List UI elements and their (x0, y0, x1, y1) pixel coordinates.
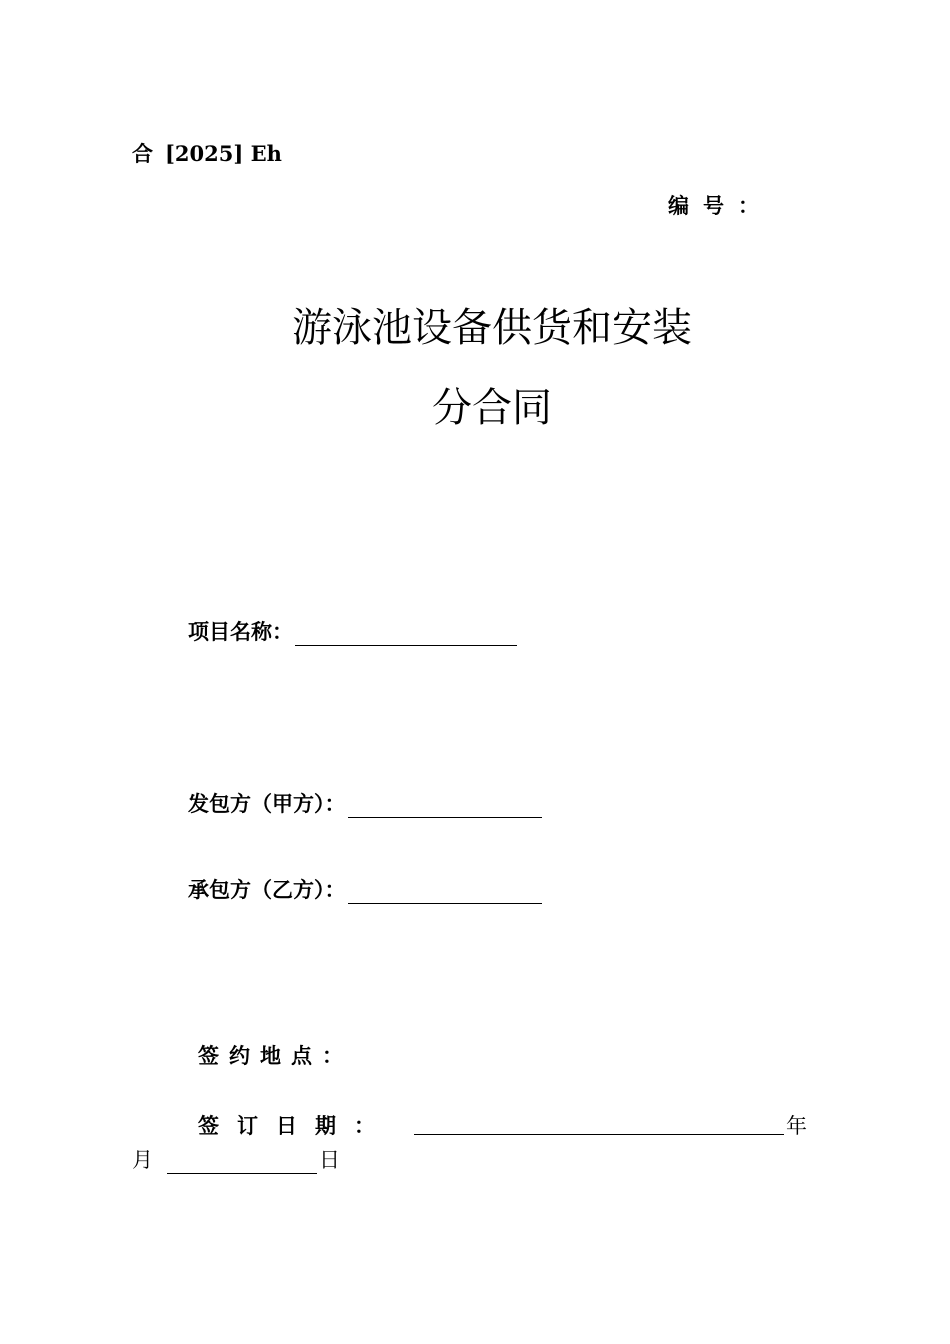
contract-reference (132, 138, 282, 168)
day-char: 日 (319, 1148, 340, 1172)
party-b-blank[interactable] (348, 881, 542, 904)
document-title-line2: 分合同 (432, 385, 552, 431)
project-name-blank[interactable] (295, 623, 517, 646)
sign-place-field (198, 1040, 353, 1070)
document-title-line1: 游泳池设备供货和安装 (292, 305, 692, 351)
party-b-field (188, 874, 542, 904)
contract-number-label: 编号： (668, 193, 773, 218)
reference-prefix: 合 (132, 141, 153, 166)
month-char: 月 (132, 1148, 153, 1172)
project-name-field (188, 616, 517, 646)
sign-place-label: 签约地点： (198, 1043, 353, 1068)
party-b-label: 承包方（乙方）： (188, 877, 346, 902)
year-char: 年 (786, 1114, 807, 1138)
project-name-label: 项目名称： (188, 619, 293, 644)
sign-date-continued (132, 1144, 340, 1174)
party-a-blank[interactable] (348, 795, 542, 818)
party-a-label: 发包方（甲方）： (188, 791, 346, 816)
sign-date-label: 签订日期： (198, 1113, 393, 1138)
reference-code: [2025] Eh (165, 141, 282, 166)
sign-date-field (198, 1110, 807, 1140)
sign-date-month-blank[interactable] (167, 1151, 317, 1174)
party-a-field (188, 788, 542, 818)
sign-date-year-blank[interactable] (414, 1112, 784, 1135)
